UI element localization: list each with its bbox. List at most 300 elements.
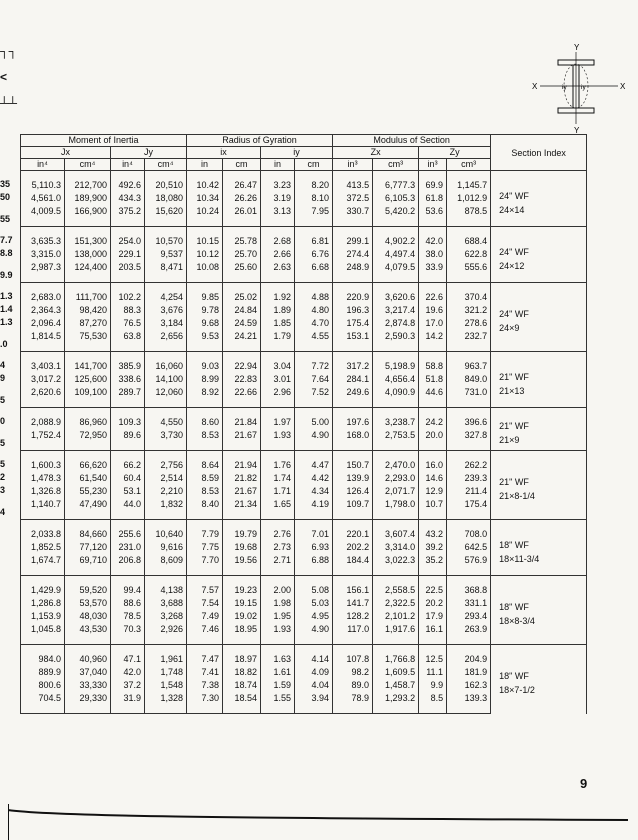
table-cell: 19.02 [223,610,261,623]
row-fragment: 4 [0,360,6,370]
table-cell: 4.90 [295,429,333,451]
section-designation: 24" WF [499,246,529,257]
table-cell: 48,030 [65,610,111,623]
table-cell: 21.67 [223,485,261,498]
table-cell: 413.5 [333,171,373,193]
table-cell: 1.71 [261,485,295,498]
table-cell: 141.7 [333,597,373,610]
table-cell: 37,040 [65,666,111,679]
table-cell: 375.2 [111,205,145,227]
section-designation: 18" WF [499,539,529,550]
row-fragment: 5 [0,394,6,405]
table-cell: 5.00 [295,408,333,430]
table-cell: 76.5 [111,317,145,330]
table-cell: 168.0 [333,429,373,451]
table-cell: 55,230 [65,485,111,498]
table-cell: 1.74 [261,472,295,485]
table-cell: 800.6 [21,679,65,692]
table-cell: 849.0 [447,373,491,386]
table-cell: 4,079.5 [373,261,419,283]
axis-label-y-bottom: Y [574,126,580,134]
table-cell: 166,900 [65,205,111,227]
table-cell: 1,748 [145,666,187,679]
table-cell: 4,550 [145,408,187,430]
table-cell: 7.57 [187,576,223,598]
table-cell: 239.3 [447,472,491,485]
table-cell: 139.3 [447,692,491,714]
table-cell: 2.71 [261,554,295,576]
table-cell: 60.4 [111,472,145,485]
table-cell: 26.47 [223,171,261,193]
left-fragment-2: < [0,70,8,84]
section-size: 18×8-3/4 [499,616,535,626]
table-cell: 7.49 [187,610,223,623]
table-cell: 153.1 [333,330,373,352]
table-cell: 2,322.5 [373,597,419,610]
table-cell: 21.82 [223,472,261,485]
table-cell: 3,022.3 [373,554,419,576]
section-index-cell [491,451,587,520]
table-cell: 3,184 [145,317,187,330]
table-cell: 248.9 [333,261,373,283]
section-size: 18×11-3/4 [499,553,540,564]
table-cell: 18.95 [223,623,261,645]
table-cell: 5.03 [295,597,333,610]
table-cell: 1,548 [145,679,187,692]
table-cell: 8.92 [187,386,223,408]
table-cell: 26.01 [223,205,261,227]
table-cell: 175.4 [333,317,373,330]
table-cell: 25.78 [223,227,261,249]
table-cell: 254.0 [111,227,145,249]
table-cell: 5,110.3 [21,171,65,193]
table-cell: 25.70 [223,248,261,261]
table-cell: 284.1 [333,373,373,386]
table-cell: 1.93 [261,429,295,451]
table-cell: 203.5 [111,261,145,283]
table-cell: 4.04 [295,679,333,692]
table-cell: 8.53 [187,485,223,498]
row-fragment: 55 [0,213,11,224]
table-cell: 109,100 [65,386,111,408]
table-cell: 262.2 [447,451,491,473]
table-cell: 889.9 [21,666,65,679]
table-cell: 43,530 [65,623,111,645]
table-cell: 3.94 [295,692,333,714]
table-row [21,520,587,542]
row-fragment: 9.9 [0,269,13,280]
table-cell: 1,798.0 [373,498,419,520]
table-cell: 150.7 [333,451,373,473]
table-cell: 9.53 [187,330,223,352]
table-cell: 16.0 [419,451,447,473]
table-cell: 10.08 [187,261,223,283]
row-fragment: 7.7 [0,235,13,245]
table-cell: 78.9 [333,692,373,714]
table-cell: 38.0 [419,248,447,261]
left-fragment-1: ┐┐ [0,44,18,58]
section-size: 24×9 [499,323,520,333]
table-cell: 3,315.0 [21,248,65,261]
table-row [21,576,587,598]
iy-label-right: iy [581,84,586,91]
table-cell: 44.0 [111,498,145,520]
table-cell: 2.76 [261,520,295,542]
section-index-cell [491,171,587,227]
table-cell: 2,590.3 [373,330,419,352]
unit-header: in³ [419,159,447,171]
table-cell: 22.5 [419,576,447,598]
table-cell: 117.0 [333,623,373,645]
table-cell: 220.1 [333,520,373,542]
table-cell: 9.9 [419,679,447,692]
table-cell: 1,832 [145,498,187,520]
row-fragment: 0 [0,416,6,426]
axis-label-x-right: X [620,82,626,91]
table-cell: 8.10 [295,192,333,205]
table-cell: 88.3 [111,304,145,317]
table-cell: 15,620 [145,205,187,227]
axis-label-x-left: X [532,82,538,91]
table-cell: 622.8 [447,248,491,261]
table-cell: 1,286.8 [21,597,65,610]
table-cell: 14.6 [419,472,447,485]
table-cell: 126.4 [333,485,373,498]
table-cell: 1,145.7 [447,171,491,193]
section-designation: 21" WF [499,477,529,487]
table-cell: 204.9 [447,645,491,667]
table-cell: 31.9 [111,692,145,714]
table-cell: 331.1 [447,597,491,610]
table-cell: 8.64 [187,451,223,473]
table-cell: 1,153.9 [21,610,65,623]
table-cell: 19.56 [223,554,261,576]
table-cell: 2.66 [261,248,295,261]
table-cell: 3,314.0 [373,541,419,554]
table-cell: 2,987.3 [21,261,65,283]
table-cell: 37.2 [111,679,145,692]
table-cell: 86,960 [65,408,111,430]
table-cell: 3,607.4 [373,520,419,542]
table-cell: 9.85 [187,283,223,305]
row-fragment: 50 [0,192,11,202]
table-cell: 16.1 [419,623,447,645]
table-cell: 7.52 [295,386,333,408]
section-size: 18×7-1/2 [499,685,535,696]
section-designation: 21" WF [499,421,529,431]
table-cell: 385.9 [111,352,145,374]
table-cell: 555.6 [447,261,491,283]
row-fragment: 8.8 [0,248,13,258]
table-cell: 7.72 [295,352,333,374]
table-cell: 47.1 [111,645,145,667]
table-cell: 70.3 [111,623,145,645]
table-cell: 21.84 [223,408,261,430]
table-cell: 6.81 [295,227,333,249]
table-cell: 10,570 [145,227,187,249]
table-cell: 111,700 [65,283,111,305]
table-cell: 156.1 [333,576,373,598]
table-cell: 7.41 [187,666,223,679]
header-section-index: Section Index [491,135,587,171]
table-cell: 8,471 [145,261,187,283]
table-cell: 202.2 [333,541,373,554]
table-cell: 8,609 [145,554,187,576]
table-row [21,283,587,305]
table-cell: 141,700 [65,352,111,374]
table-cell: 139.9 [333,472,373,485]
table-cell: 18.82 [223,666,261,679]
table-cell: 20.2 [419,597,447,610]
table-cell: 1.85 [261,317,295,330]
table-cell: 51.8 [419,373,447,386]
header-radius-of-gyration: Radius of Gyration [187,135,333,147]
header-jx: Jx [21,147,111,159]
table-cell: 3.04 [261,352,295,374]
table-cell: 7.54 [187,597,223,610]
table-cell: 274.4 [333,248,373,261]
table-cell: 151,300 [65,227,111,249]
table-cell: 5,420.2 [373,205,419,227]
unit-header: cm [295,159,333,171]
table-row [21,171,587,193]
table-cell: 2.63 [261,261,295,283]
table-cell: 2,364.3 [21,304,65,317]
table-cell: 1,012.9 [447,192,491,205]
table-cell: 10.24 [187,205,223,227]
table-cell: 63.8 [111,330,145,352]
table-cell: 7.30 [187,692,223,714]
table-cell: 4.09 [295,666,333,679]
table-cell: 7.46 [187,623,223,645]
unit-header: cm³ [447,159,491,171]
table-cell: 17.9 [419,610,447,623]
table-cell: 1.79 [261,330,295,352]
table-cell: 396.6 [447,408,491,430]
table-cell: 53.1 [111,485,145,498]
table-cell: 69,710 [65,554,111,576]
table-cell: 3,217.4 [373,304,419,317]
table-cell: 72,950 [65,429,111,451]
table-cell: 25.02 [223,283,261,305]
table-cell: 4,561.0 [21,192,65,205]
table-cell: 22.66 [223,386,261,408]
table-cell: 35.2 [419,554,447,576]
table-cell: 1.76 [261,451,295,473]
unit-header: in [187,159,223,171]
table-cell: 3,238.7 [373,408,419,430]
table-cell: 372.5 [333,192,373,205]
table-cell: 9.78 [187,304,223,317]
table-cell: 24.84 [223,304,261,317]
table-cell: 6.93 [295,541,333,554]
table-cell: 4.34 [295,485,333,498]
table-cell: 3,017.2 [21,373,65,386]
table-cell: 124,400 [65,261,111,283]
table-cell: 8.59 [187,472,223,485]
table-cell: 19.68 [223,541,261,554]
table-cell: 66,620 [65,451,111,473]
table-cell: 18.54 [223,692,261,714]
table-cell: 3,403.1 [21,352,65,374]
table-cell: 8.53 [187,429,223,451]
table-cell: 2,558.5 [373,576,419,598]
table-cell: 75,530 [65,330,111,352]
table-cell: 1.97 [261,408,295,430]
table-cell: 7.75 [187,541,223,554]
table-row [21,451,587,473]
table-cell: 3.19 [261,192,295,205]
table-cell: 10.7 [419,498,447,520]
table-cell: 2,656 [145,330,187,352]
table-cell: 4,902.2 [373,227,419,249]
page-number: 9 [580,776,588,791]
row-fragment: 5 [0,459,6,469]
table-cell: 33.9 [419,261,447,283]
header-ix: ix [187,147,261,159]
table-cell: 4,138 [145,576,187,598]
row-fragment: 3 [0,485,6,495]
table-cell: 1,326.8 [21,485,65,498]
table-cell: 175.4 [447,498,491,520]
section-index-cell [491,227,587,283]
table-cell: 22.6 [419,283,447,305]
table-cell: 8.20 [295,171,333,193]
table-cell: 10,640 [145,520,187,542]
unit-header: cm³ [373,159,419,171]
table-cell: 19.15 [223,597,261,610]
table-cell: 3,268 [145,610,187,623]
row-fragment: .0 [0,338,8,349]
table-cell: 6.88 [295,554,333,576]
table-cell: 5,198.9 [373,352,419,374]
table-cell: 98,420 [65,304,111,317]
table-cell: 22.83 [223,373,261,386]
table-cell: 26.26 [223,192,261,205]
table-cell: 88.6 [111,597,145,610]
table-cell: 24.2 [419,408,447,430]
table-cell: 14,100 [145,373,187,386]
unit-header: in [261,159,295,171]
table-cell: 18,080 [145,192,187,205]
table-cell: 109.7 [333,498,373,520]
section-size: 21×13 [499,385,525,396]
table-row [21,227,587,249]
table-cell: 39.2 [419,541,447,554]
iy-label-left: iy [562,84,567,91]
table-cell: 66.2 [111,451,145,473]
table-cell: 184.4 [333,554,373,576]
table-cell: 231.0 [111,541,145,554]
header-moment-of-inertia: Moment of Inertia [21,135,187,147]
table-cell: 2,756 [145,451,187,473]
table-cell: 7.95 [295,205,333,227]
table-cell: 206.8 [111,554,145,576]
unit-header: cm [223,159,261,171]
table-cell: 1,478.3 [21,472,65,485]
table-cell: 99.4 [111,576,145,598]
table-row [21,408,587,430]
table-cell: 492.6 [111,171,145,193]
table-cell: 84,660 [65,520,111,542]
table-cell: 289.7 [111,386,145,408]
row-fragment: 2 [0,472,6,482]
table-cell: 11.1 [419,666,447,679]
table-cell: 4.55 [295,330,333,352]
table-cell: 2,753.5 [373,429,419,451]
table-cell: 42.0 [419,227,447,249]
table-cell: 1,814.5 [21,330,65,352]
section-size: 24×14 [499,204,525,215]
table-cell: 1.95 [261,610,295,623]
table-cell: 4.80 [295,304,333,317]
section-size: 21×9 [499,435,520,445]
table-cell: 53.6 [419,205,447,227]
header-zx: Zx [333,147,419,159]
row-fragment: 1.4 [0,304,13,314]
header-zy: Zy [419,147,491,159]
table-cell: 368.8 [447,576,491,598]
section-size: 21×8-1/4 [499,491,535,501]
table-cell: 12,060 [145,386,187,408]
row-fragment: 1.3 [0,317,13,327]
table-body [21,171,587,714]
table-cell: 1.61 [261,666,295,679]
row-fragment: 9 [0,373,6,383]
table-cell: 1.93 [261,623,295,645]
table-cell: 107.8 [333,645,373,667]
table-cell: 2,683.0 [21,283,65,305]
table-cell: 89.0 [333,679,373,692]
table-cell: 2.68 [261,227,295,249]
table-cell: 327.8 [447,429,491,451]
table-cell: 299.1 [333,227,373,249]
table-cell: 232.7 [447,330,491,352]
table-cell: 704.5 [21,692,65,714]
table-cell: 984.0 [21,645,65,667]
unit-header: in³ [333,159,373,171]
table-cell: 7.79 [187,520,223,542]
table-cell: 21.67 [223,429,261,451]
table-cell: 642.5 [447,541,491,554]
table-cell: 1,045.8 [21,623,65,645]
table-cell: 2,071.7 [373,485,419,498]
table-cell: 321.2 [447,304,491,317]
table-cell: 1,328 [145,692,187,714]
table-cell: 2,101.2 [373,610,419,623]
table-cell: 24.59 [223,317,261,330]
bottom-edge-line [8,800,628,840]
table-cell: 24.21 [223,330,261,352]
row-fragment: 1.3 [0,291,13,301]
table-cell: 2,033.8 [21,520,65,542]
unit-header: in⁴ [111,159,145,171]
section-designation: 24" WF [499,190,529,201]
table-cell: 2,096.4 [21,317,65,330]
table-cell: 16,060 [145,352,187,374]
table-cell: 69.9 [419,171,447,193]
table-cell: 1.65 [261,498,295,520]
table-cell: 1.92 [261,283,295,305]
section-designation: 18" WF [499,602,529,612]
i-beam-section-diagram [532,42,628,134]
table-cell: 3,688 [145,597,187,610]
table-cell: 128.2 [333,610,373,623]
section-index-cell [491,352,587,408]
table-cell: 731.0 [447,386,491,408]
table-cell: 61.8 [419,192,447,205]
table-cell: 330.7 [333,205,373,227]
